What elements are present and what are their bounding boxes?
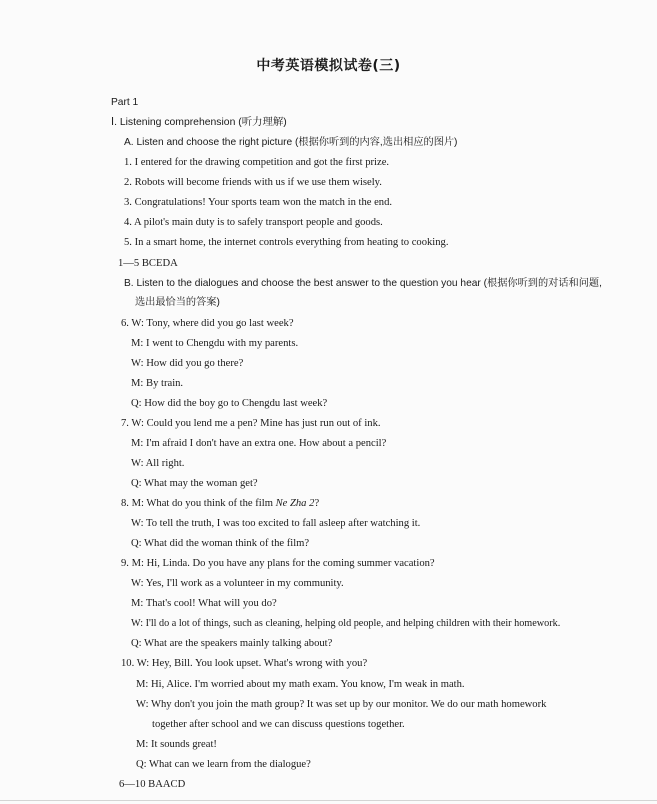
answer-key-b: 6—10 BAACD — [119, 779, 186, 790]
list-item: 3. Congratulations! Your sports team won the match in the end. — [124, 197, 393, 208]
dialogue-question: Q: How did the boy go to Chengdu last week? — [131, 398, 328, 409]
film-title: Ne Zha 2 — [275, 498, 315, 509]
list-item: 4. A pilot's main duty is to safely transport people and goods. — [124, 217, 383, 228]
dialogue-line: W: I'll do a lot of things, such as cleaning, helping old people, and helping children with their homework. — [131, 618, 561, 629]
answer-key-a: 1—5 BCEDA — [118, 258, 178, 269]
section-b-instruction-cont: 选出最恰当的答案) — [135, 297, 220, 308]
dialogue-line: 6. W: Tony, where did you go last week? — [121, 318, 294, 329]
dialogue-line: W: How did you go there? — [131, 358, 244, 369]
dialogue-line: together after school and we can discuss questions together. — [152, 719, 405, 730]
dialogue-question: Q: What did the woman think of the film? — [131, 538, 310, 549]
dialogue-line: W: All right. — [131, 458, 185, 469]
dialogue-line: 10. W: Hey, Bill. You look upset. What's wrong with you? — [121, 658, 368, 669]
list-item: 1. I entered for the drawing competition and got the first prize. — [124, 157, 390, 168]
dialogue-question: Q: What may the woman get? — [131, 478, 258, 489]
section-a-instruction: A. Listen and choose the right picture (根据你听到的内容,选出相应的图片) — [124, 137, 458, 148]
dialogue-line: W: Yes, I'll work as a volunteer in my community. — [131, 578, 344, 589]
dialogue-line: 9. M: Hi, Linda. Do you have any plans for the coming summer vacation? — [121, 558, 435, 569]
dialogue-line: M: I went to Chengdu with my parents. — [131, 338, 299, 349]
page-edge-divider — [0, 800, 657, 801]
dialogue-question: Q: What are the speakers mainly talking about? — [131, 638, 333, 649]
dialogue-question: Q: What can we learn from the dialogue? — [136, 759, 311, 770]
list-item: 5. In a smart home, the internet controls everything from heating to cooking. — [124, 237, 449, 248]
dialogue-line: M: It sounds great! — [136, 739, 217, 750]
section-heading: Ⅰ. Listening comprehension (听力理解) — [111, 117, 287, 128]
dialogue-line: M: I'm afraid I don't have an extra one. How about a pencil? — [131, 438, 387, 449]
list-item: 2. Robots will become friends with us if we use them wisely. — [124, 177, 382, 188]
dialogue-text: 8. M: What do you think of the film — [121, 498, 276, 509]
page-title: 中考英语模拟试卷(三) — [256, 58, 401, 74]
dialogue-line: M: By train. — [131, 378, 184, 389]
part-label: Part 1 — [111, 97, 139, 108]
section-b-instruction: B. Listen to the dialogues and choose the best answer to the question you hear (根据你听到的对话和问题, — [124, 278, 602, 289]
question-mark: ? — [314, 498, 320, 509]
dialogue-line: W: Why don't you join the math group? It was set up by our monitor. We do our math homework — [136, 699, 547, 710]
dialogue-line: M: Hi, Alice. I'm worried about my math exam. You know, I'm weak in math. — [136, 679, 465, 690]
dialogue-line: 7. W: Could you lend me a pen? Mine has just run out of ink. — [121, 418, 381, 429]
dialogue-line: M: That's cool! What will you do? — [131, 598, 277, 609]
dialogue-line: W: To tell the truth, I was too excited to fall asleep after watching it. — [131, 518, 421, 529]
dialogue-line — [121, 497, 319, 511]
